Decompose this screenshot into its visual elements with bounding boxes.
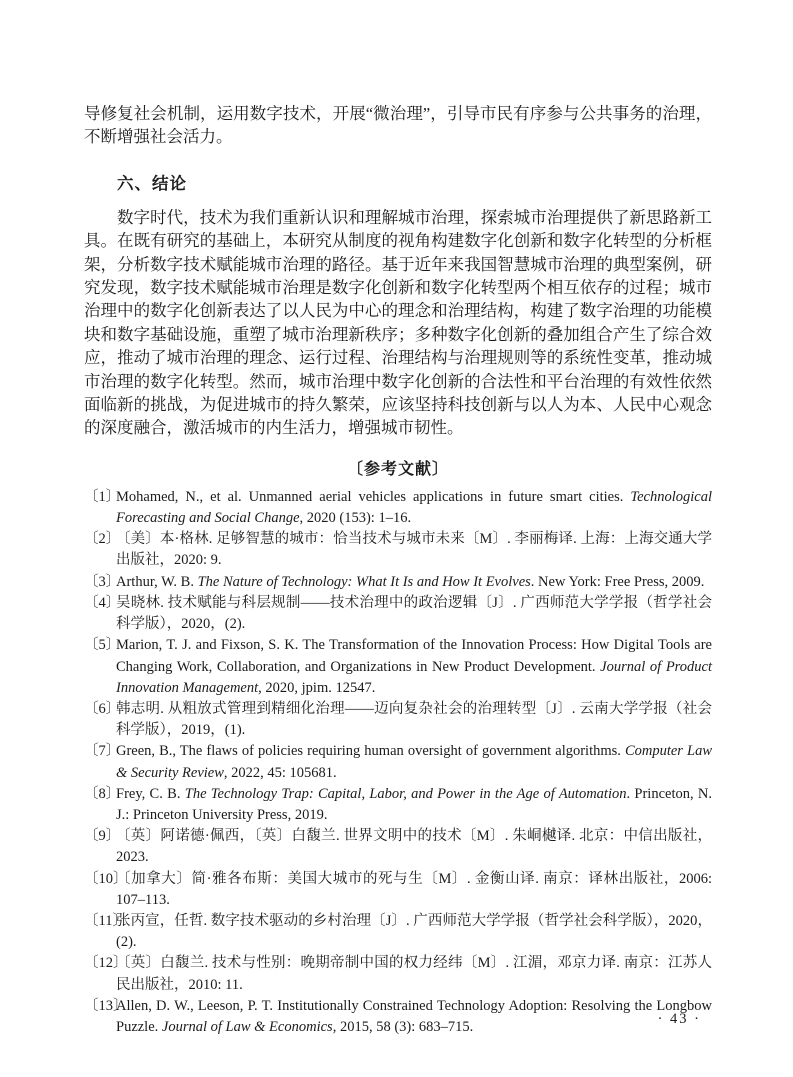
reference-text: Marion, T. J. and Fixson, S. K. The Transformation of the Innovation Process: How Digital Tools are Changing Work, Collaboration, and Organizations in New Product Development. Journal of Product Innovation Management, 2020, jpim. 12547. [116,637,712,696]
reference-text: 张丙宣，任哲. 数字技术驱动的乡村治理〔J〕. 广西师范大学学报（哲学社会科学版），2020，(2). [116,912,712,951]
reference-label: 〔3〕 [84,573,121,590]
reference-item [84,699,712,741]
reference-item [84,784,712,826]
references-list [84,487,712,1038]
reference-item [84,953,712,995]
continuation-paragraph: 导修复社会机制，运用数字技术，开展“微治理”，引导市民有序参与公共事务的治理，不断增强社会活力。 [84,104,712,147]
reference-item [84,996,712,1038]
reference-label: 〔9〕 [84,828,121,845]
reference-item [84,826,712,868]
conclusion-section-heading: 六、结论 [117,173,187,193]
reference-label: 〔10〕 [84,870,128,887]
reference-label: 〔13〕 [84,997,128,1014]
references-heading: 〔参考文献〕 [346,460,449,478]
reference-text: Mohamed, N., et al. Unmanned aerial vehicles applications in future smart cities. Technological Forecasting and Social Change, 2020 (153): 1–16. [116,488,712,527]
reference-label: 〔1〕 [84,488,121,505]
reference-label: 〔4〕 [84,594,121,611]
reference-text: Green, B., The flaws of policies requiring human oversight of government algorithms. Computer Law & Security Review, 2022, 45: 105681. [116,743,712,781]
reference-item [84,741,712,783]
reference-item [84,869,712,911]
page-content [84,102,712,1038]
reference-text: Frey, C. B. The Technology Trap: Capital, Labor, and Power in the Age of Automation. Princeton, N. J.: Princeton University Press, 2019. [116,785,712,823]
reference-text: 〔加拿大〕简·雅各布斯：美国大城市的死与生〔M〕. 金衡山译. 南京：译林出版社，2006: 107–113. [116,870,712,908]
reference-label: 〔12〕 [84,955,128,972]
reference-item [84,529,712,571]
reference-item [84,593,712,635]
reference-label: 〔5〕 [84,637,121,654]
reference-label: 〔6〕 [84,700,121,717]
reference-text: 吴晓林. 技术赋能与科层规制——技术治理中的政治逻辑〔J〕. 广西师范大学学报（哲学社会科学版），2020，(2). [116,594,712,633]
reference-item [84,911,712,953]
reference-text: Arthur, W. B. The Nature of Technology: What It Is and How It Evolves. New York: Free Press, 2009. [116,573,705,590]
reference-label: 〔11〕 [84,912,127,929]
reference-label: 〔7〕 [84,743,121,760]
reference-text: 〔美〕本·格林. 足够智慧的城市：恰当技术与城市未来〔M〕. 李丽梅译. 上海：上海交通大学出版社，2020: 9. [116,531,712,569]
reference-text: 〔英〕白馥兰. 技术与性别：晚期帝制中国的权力经纬〔M〕. 江湄，邓京力译. 南京：江苏人民出版社，2010: 11. [116,955,712,993]
reference-label: 〔2〕 [84,531,121,548]
reference-item [84,572,712,593]
reference-item [84,635,712,699]
conclusion-paragraph: 数字时代，技术为我们重新认识和理解城市治理，探索城市治理提供了新思路新工具。在既有研究的基础上，本研究从制度的视角构建数字化创新和数字化转型的分析框架，分析数字技术赋能城市治理的路径。基于近年来我国智慧城市治理的典型案例，研究发现，数字技术赋能城市治理是数字化创新和数字化转型两个相互依存的过程；城市治理中的数字化创新表达了以人民为中心的理念和治理结构，构建了数字治理的功能模块和数字基础设施，重塑了城市治理新秩序；多种数字化创新的叠加组合产生了综合效应，推动了城市治理的理念、运行过程、治理结构与治理规则等的系统性变革，推动城市治理的数字化转型。然而，城市治理中数字化创新的合法性和平台治理的有效性依然面临新的挑战，为促进城市的持久繁荣，应该坚持科技创新与以人为本、人民中心观念的深度融合，激活城市的内生活力，增强城市韧性。 [84,207,712,438]
reference-item [84,487,712,529]
reference-label: 〔8〕 [84,785,121,802]
reference-text: 韩志明. 从粗放式管理到精细化治理——迈向复杂社会的治理转型〔J〕. 云南大学学报（社会科学版），2019，(1). [116,700,712,739]
page-number: · 43 · [657,1011,701,1027]
reference-text: Allen, D. W., Leeson, P. T. Institutionally Constrained Technology Adoption: Resolving the Longbow Puzzle. Journal of Law & Economics, 2015, 58 (3): 683–715. [116,997,712,1035]
reference-text: 〔英〕阿诺德·佩西，〔英〕白馥兰. 世界文明中的技术〔M〕. 朱峒樾译. 北京：中信出版社，2023. [116,828,712,866]
